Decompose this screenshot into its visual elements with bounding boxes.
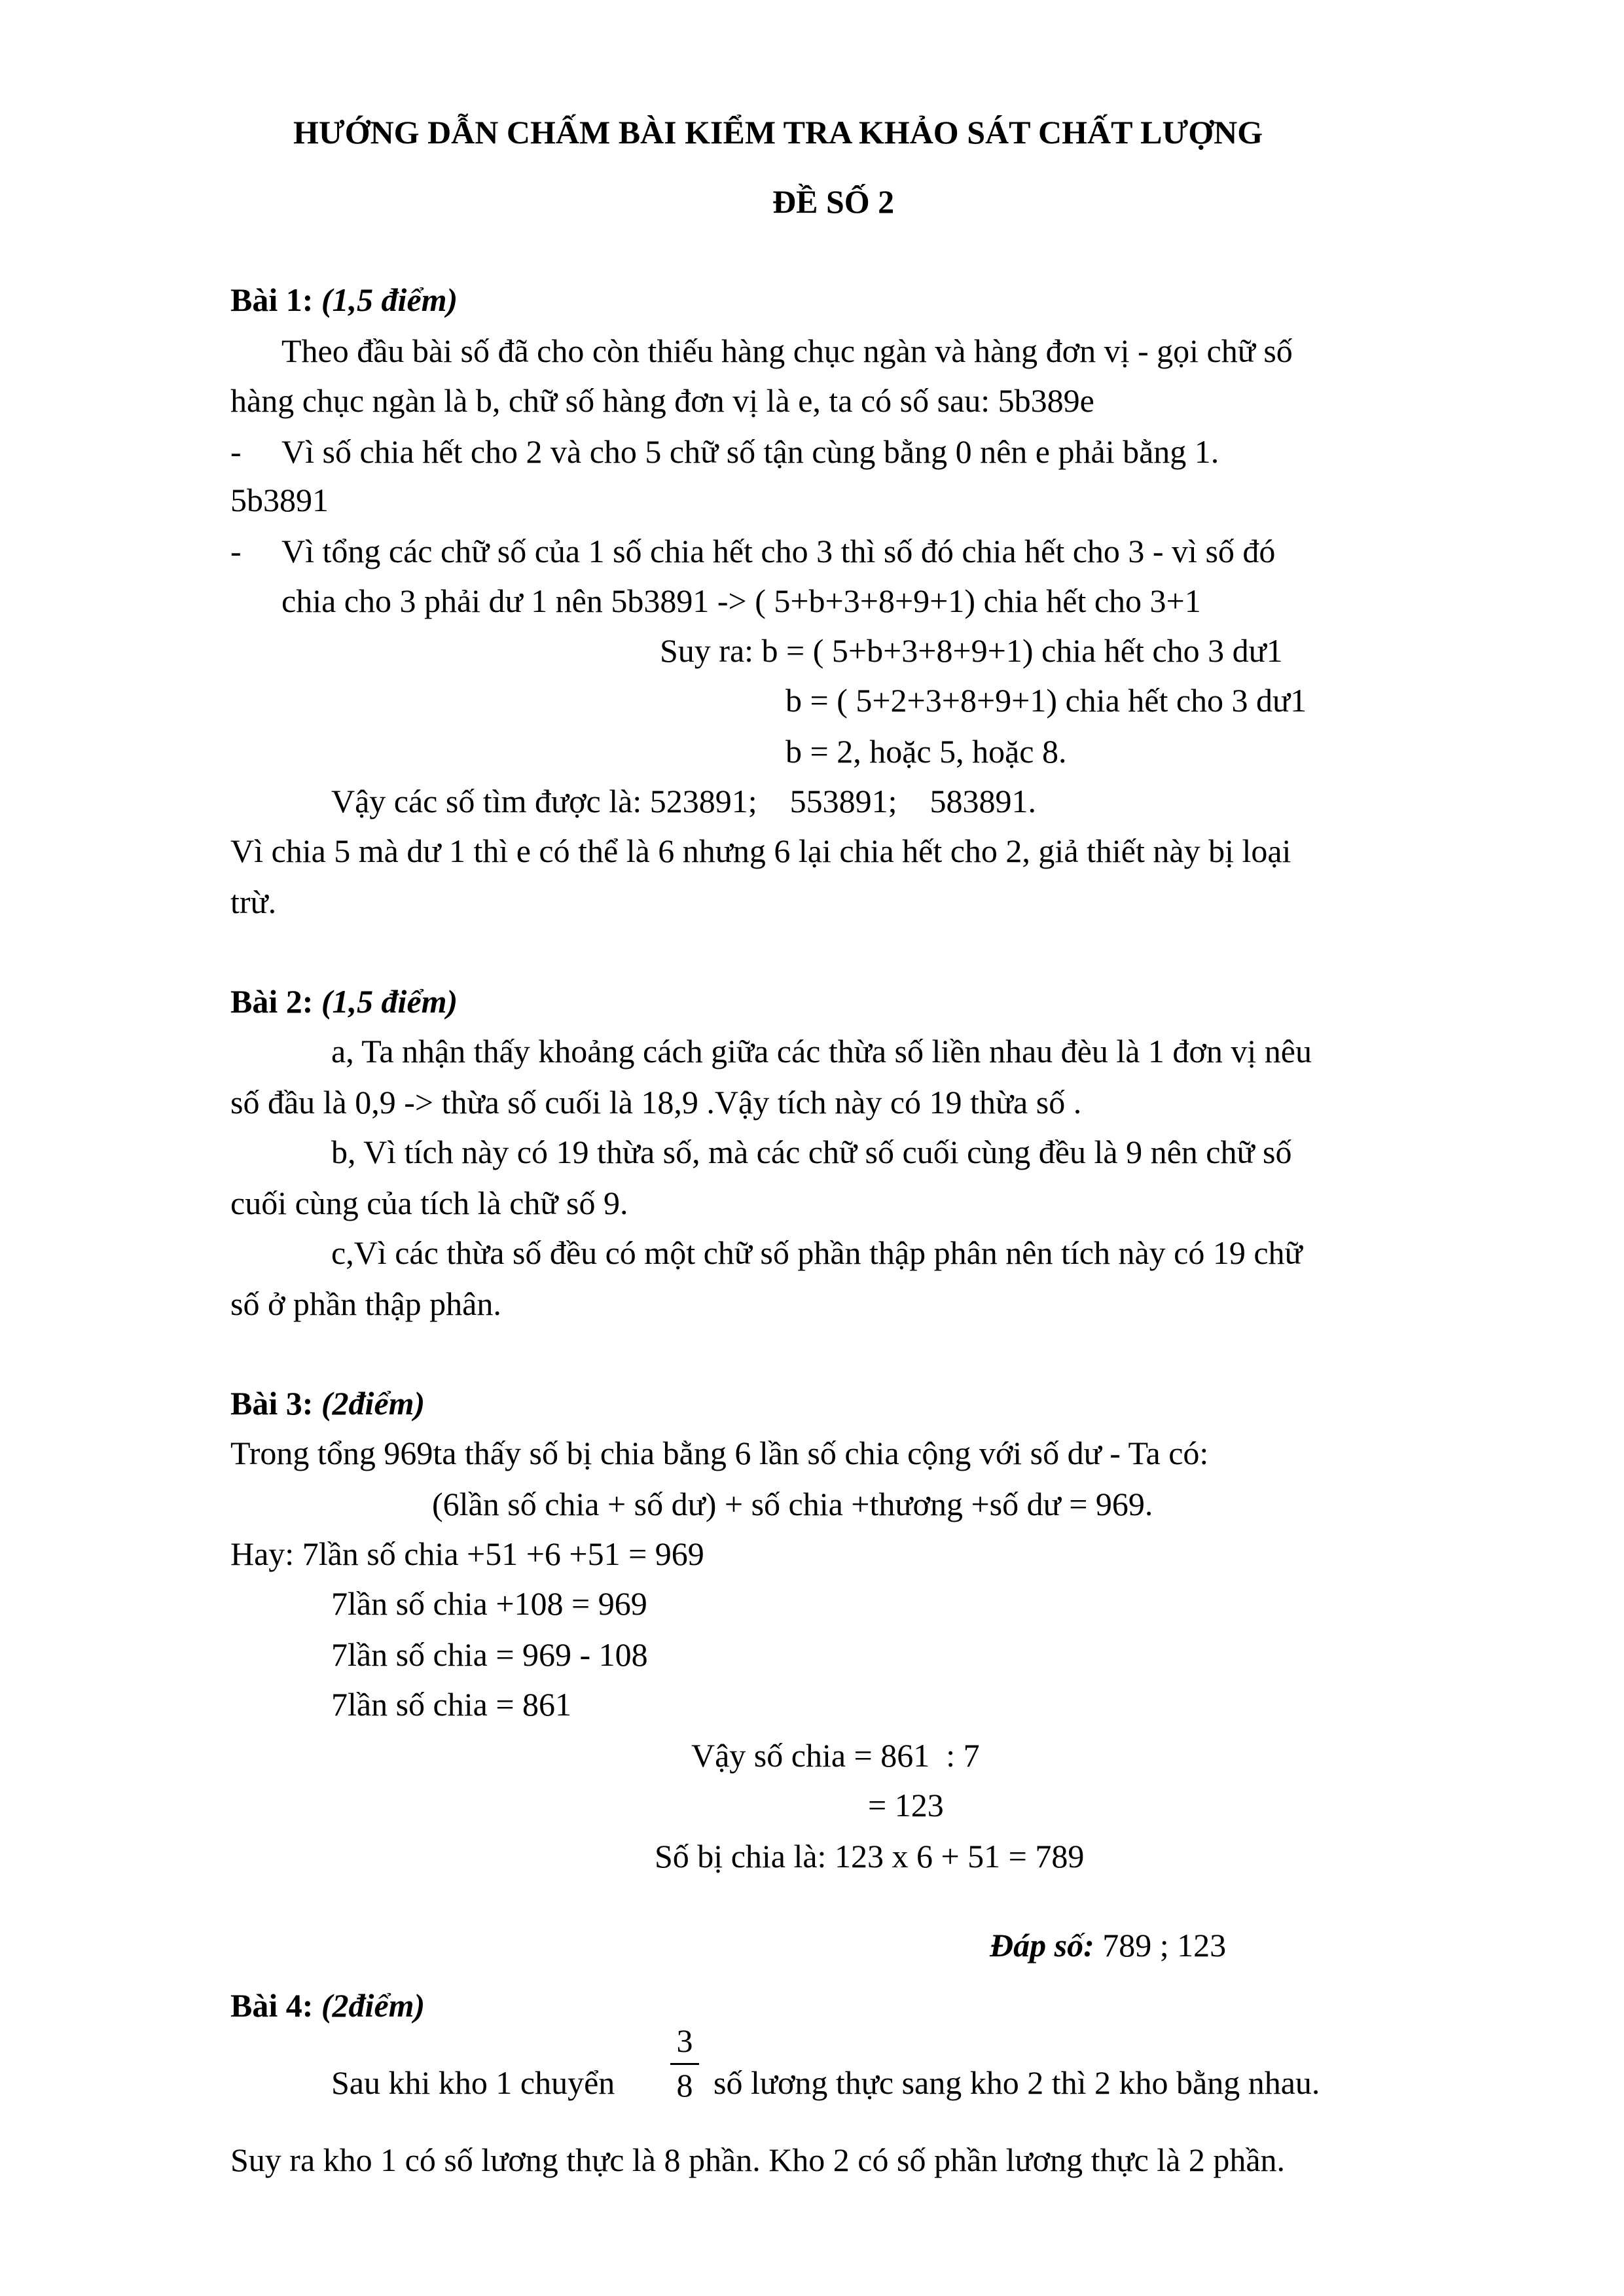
bai1-line-1: Theo đầu bài số đã cho còn thiếu hàng chục ngàn và hàng đơn vị - gọi chữ số — [281, 332, 1293, 369]
bai1-line-8: b = ( 5+2+3+8+9+1) chia hết cho 3 dư1 — [785, 682, 1307, 719]
bai3-answer — [957, 1886, 1226, 2004]
bai1-line-12: trừ. — [230, 884, 277, 920]
bai4-line-1-after: số lương thực sang kho 2 thì 2 kho bằng nhau. — [713, 2064, 1320, 2101]
bai2-label: Bài 2: — [230, 983, 314, 1020]
bai2-line-4: cuối cùng của tích là chữ số 9. — [230, 1185, 628, 1221]
bai1-dash-2: - — [230, 533, 242, 569]
bai3-heading — [230, 1384, 425, 1423]
bai4-line-1-before: Sau khi kho 1 chuyển — [331, 2064, 615, 2101]
bai1-label: Bài 1: — [230, 281, 314, 318]
bai3-line-1: Trong tổng 969ta thấy số bị chia bằng 6 lần số chia cộng với số dư - Ta có: — [230, 1435, 1209, 1471]
bai4-fraction-denominator: 8 — [676, 2067, 693, 2104]
bai1-line-10: Vậy các số tìm được là: 523891; 553891; 583891. — [331, 783, 1037, 819]
bai3-label: Bài 3: — [230, 1385, 314, 1422]
bai4-points: (2điểm) — [321, 1987, 425, 2024]
bai1-line-6: chia cho 3 phải dư 1 nên 5b3891 -> ( 5+b+3+8+9+1) chia hết cho 3+1 — [281, 583, 1201, 619]
bai2-line-3: b, Vì tích này có 19 thừa số, mà các chữ số cuối cùng đều là 9 nên chữ số — [331, 1134, 1292, 1170]
bai3-line-6: 7lần số chia = 861 — [331, 1686, 572, 1723]
bai1-line-5: Vì tổng các chữ số của 1 số chia hết cho 3 thì số đó chia hết cho 3 - vì số đó — [281, 533, 1276, 569]
bai3-points: (2điểm) — [321, 1385, 425, 1422]
bai3-line-3: Hay: 7lần số chia +51 +6 +51 = 969 — [230, 1535, 704, 1572]
bai1-line-11: Vì chia 5 mà dư 1 thì e có thể là 6 nhưng 6 lại chia hết cho 2, giả thiết này bị loại — [230, 833, 1291, 869]
bai1-line-3: Vì số chia hết cho 2 và cho 5 chữ số tận cùng bằng 0 nên e phải bằng 1. — [281, 433, 1219, 470]
bai2-line-5: c,Vì các thừa số đều có một chữ số phần thập phân nên tích này có 19 chữ — [331, 1234, 1303, 1271]
bai3-answer-value: 789 ; 123 — [1094, 1927, 1227, 1964]
bai4-label: Bài 4: — [230, 1987, 314, 2024]
bai1-line-2: hàng chục ngàn là b, chữ số hàng đơn vị là e, ta có số sau: 5b389e — [230, 382, 1094, 419]
bai4-heading — [230, 1986, 425, 2025]
bai2-line-6: số ở phần thập phân. — [230, 1285, 501, 1322]
bai2-heading — [230, 982, 458, 1021]
bai1-line-9: b = 2, hoặc 5, hoặc 8. — [785, 733, 1067, 770]
bai3-line-7: Vậy số chia = 861 : 7 — [691, 1737, 980, 1774]
bai1-points: (1,5 điểm) — [321, 281, 458, 318]
bai4-fraction-bar — [670, 2063, 699, 2065]
bai1-line-7: Suy ra: b = ( 5+b+3+8+9+1) chia hết cho 3 dư1 — [660, 632, 1283, 669]
title-line-1: HƯỚNG DẪN CHẤM BÀI KIỂM TRA KHẢO SÁT CHẤT LƯỢNG — [293, 114, 1263, 151]
bai1-line-4: 5b3891 — [230, 482, 329, 518]
bai2-points: (1,5 điểm) — [321, 983, 458, 1020]
bai3-line-2: (6lần số chia + số dư) + số chia +thương +số dư = 969. — [432, 1486, 1153, 1522]
bai3-line-4: 7lần số chia +108 = 969 — [331, 1585, 647, 1622]
bai3-answer-label: Đáp số: — [990, 1927, 1094, 1964]
bai1-dash-1: - — [230, 433, 242, 470]
bai2-line-2: số đầu là 0,9 -> thừa số cuối là 18,9 .Vậy tích này có 19 thừa số . — [230, 1084, 1082, 1121]
bai4-fraction-numerator: 3 — [676, 2022, 693, 2059]
bai1-heading — [230, 280, 458, 319]
title-line-2: ĐỀ SỐ 2 — [772, 183, 895, 220]
bai3-line-8: = 123 — [868, 1787, 944, 1823]
bai3-line-9: Số bị chia là: 123 x 6 + 51 = 789 — [655, 1838, 1085, 1874]
bai2-line-1: a, Ta nhận thấy khoảng cách giữa các thừa số liền nhau đèu là 1 đơn vị nêu — [331, 1033, 1312, 1069]
bai3-line-5: 7lần số chia = 969 - 108 — [331, 1636, 648, 1673]
bai4-line-2: Suy ra kho 1 có số lương thực là 8 phần. Kho 2 có số phần lương thực là 2 phần. — [230, 2142, 1286, 2178]
